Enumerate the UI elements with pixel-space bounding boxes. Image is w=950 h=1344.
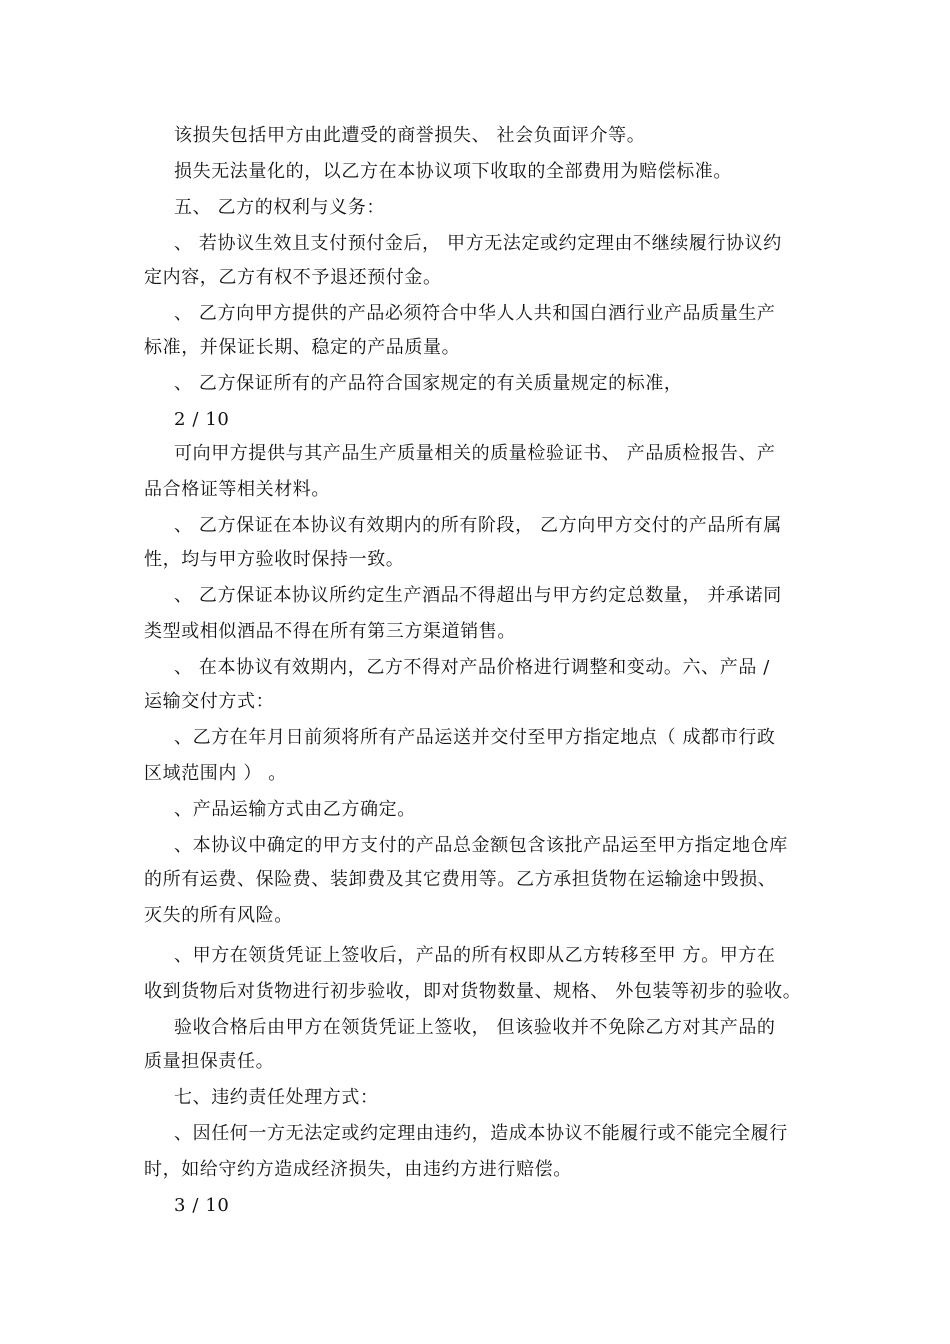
paragraph-line: 、乙方在年月日前须将所有产品运送并交付至甲方指定地点（ 成都市行政 xyxy=(174,727,776,748)
paragraph-line: 、 若协议生效且支付预付金后， 甲方无法定或约定理由不继续履行协议约 xyxy=(174,233,782,254)
paragraph-line: 、 乙方保证所有的产品符合国家规定的有关质量规定的标准， xyxy=(174,373,683,394)
paragraph-line: 、 在本协议有效期内，乙方不得对产品价格进行调整和变动。六、产品 / xyxy=(174,657,770,678)
paragraph-line: 、 乙方保证在本协议有效期内的所有阶段， 乙方向甲方交付的产品所有属 xyxy=(174,515,782,536)
paragraph-line: 性，均与甲方验收时保持一致。 xyxy=(144,549,405,570)
paragraph-line: 时，如给守约方造成经济损失，由违约方进行赔偿。 xyxy=(144,1159,572,1180)
page-number: 2 / 10 xyxy=(174,409,230,430)
paragraph-line: 灭失的所有风险。 xyxy=(144,905,293,926)
paragraph-line: 收到货物后对货物进行初步验收，即对货物数量、规格、 外包装等初步的验收。 xyxy=(144,981,802,1002)
paragraph-line: 、 乙方向甲方提供的产品必须符合中华人人共和国白酒行业产品质量生产 xyxy=(174,303,776,324)
paragraph-line: 运输交付方式： xyxy=(144,691,275,712)
page-number: 3 / 10 xyxy=(174,1195,230,1216)
paragraph-line: 损失无法量化的，以乙方在本协议项下收取的全部费用为赔偿标准。 xyxy=(174,161,732,182)
section-heading: 五、 乙方的权利与义务： xyxy=(174,197,385,218)
paragraph-line: 该损失包括甲方由此遭受的商誉损失、 社会负面评介等。 xyxy=(174,125,646,146)
paragraph-line: 的所有运费、保险费、装卸费及其它费用等。乙方承担货物在运输途中毁损、 xyxy=(144,869,777,890)
paragraph-line: 、 乙方保证本协议所约定生产酒品不得超出与甲方约定总数量， 并承诺同 xyxy=(174,585,782,606)
paragraph-line: 、本协议中确定的甲方支付的产品总金额包含该批产品运至甲方指定地仓库 xyxy=(174,835,788,856)
paragraph-line: 品合格证等相关材料。 xyxy=(144,479,330,500)
paragraph-line: 验收合格后由甲方在领货凭证上签收， 但该验收并不免除乙方对其产品的 xyxy=(174,1017,776,1038)
paragraph-line: 标准，并保证长期、稳定的产品质量。 xyxy=(144,337,461,358)
section-heading: 七、违约责任处理方式： xyxy=(174,1087,379,1108)
paragraph-line: 、产品运输方式由乙方确定。 xyxy=(174,799,416,820)
paragraph-line: 类型或相似酒品不得在所有第三方渠道销售。 xyxy=(144,621,516,642)
paragraph-line: 、甲方在领货凭证上签收后，产品的所有权即从乙方转移至甲 方。甲方在 xyxy=(174,945,776,966)
paragraph-line: 质量担保责任。 xyxy=(144,1051,275,1072)
paragraph-line: 定内容，乙方有权不予退还预付金。 xyxy=(144,267,442,288)
paragraph-line: 可向甲方提供与其产品生产质量相关的质量检验证书、 产品质检报告、产 xyxy=(174,443,776,464)
paragraph-line: 、因任何一方无法定或约定理由违约，造成本协议不能履行或不能完全履行 xyxy=(174,1123,788,1144)
paragraph-line: 区域范围内 ） 。 xyxy=(144,763,287,784)
